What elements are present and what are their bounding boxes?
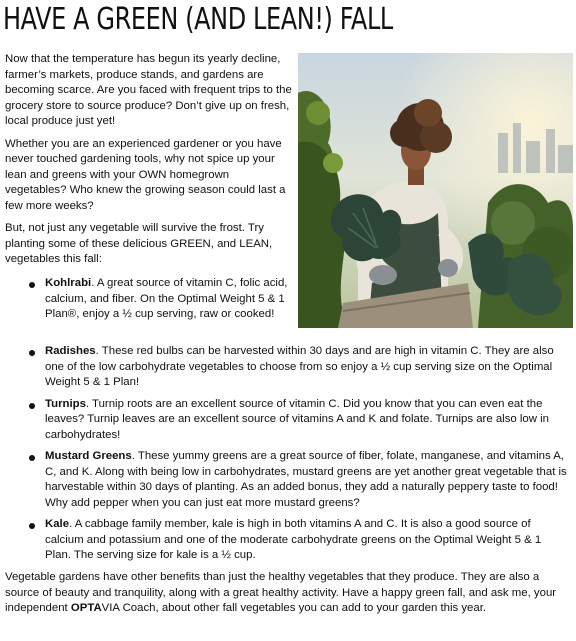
- bullet-icon: [29, 523, 35, 529]
- list-item: [45, 344, 568, 391]
- intro-column: [5, 52, 293, 275]
- vegetable-description: . These yummy greens are a great source of fiber, folate, manganese, and vitamins A, C, and K. Along with being low in carbohydrates, mustard greens are yet another great vegetable that is harvestable within 30 days of planting. As an added bonus, they add a naturally peppery taste to food! Why add pepper when you can just eat more mustard greens?: [45, 450, 567, 509]
- bullet-icon: [29, 282, 35, 288]
- vegetable-name: Kale: [45, 518, 70, 530]
- closing-text-end: Coach, about other fall vegetables you can add to your garden this year.: [119, 602, 487, 614]
- list-item: [45, 449, 568, 511]
- intro-paragraph-2: Whether you are an experienced gardener or you have never touched gardening tools, why not spice up your lean and greens with your OWN homegrown vegetables? Who knew the growing season could last a few more weeks?: [5, 137, 286, 212]
- list-item: [45, 276, 295, 323]
- vegetable-name: Turnips: [45, 397, 86, 410]
- vegetable-list-bottom: [45, 344, 568, 570]
- bullet-icon: [29, 403, 35, 409]
- bullet-icon: [29, 455, 35, 461]
- closing-paragraph: [5, 570, 571, 617]
- vegetable-description: . A great source of vitamin C, folic acid, calcium, and fiber. On the Optimal Weight 5 & 1 Plan®, enjoy a ½ cup serving, raw or cooked!: [45, 277, 288, 320]
- closing-text: Vegetable gardens have other benefits than just the healthy vegetables that they produce. They are also a source of beauty and tranquility, along with a great healthy activity. Have a happy green fall, and ask me, your independent: [5, 571, 557, 614]
- vegetable-list-top: [45, 276, 295, 323]
- vegetable-description: . A cabbage family member, kale is high in both vitamins A and C. It is also a good source of calcium and potassium and one of the moderate carbohydrate greens on the Optimal Weight 5 & 1 Plan. The serving size for kale is a ½ cup.: [45, 518, 542, 561]
- vegetable-name: Mustard Greens: [45, 450, 132, 462]
- vegetable-description: . These red bulbs can be harvested within 30 days and are high in vitamin C. They are also one of the low carbohydrate vegetables to choose from so enjoy a ½ cup serving size on the Optimal Weight 5 & 1 Plan!: [45, 345, 554, 388]
- vegetable-description: . Turnip roots are an excellent source of vitamin C. Did you know that you can even eat the leaves? Turnip leaves are an excellent source of vitamins A and K and folate. Turnips are also low in carbohydrates!: [45, 397, 550, 441]
- intro-paragraph-3: But, not just any vegetable will survive the frost. Try planting some of these delicious GREEN, and LEAN, vegetables this fall:: [5, 222, 273, 265]
- article-title: HAVE A GREEN (AND LEAN!) FALL: [3, 2, 393, 37]
- list-item: [45, 517, 568, 564]
- list-item: [45, 397, 568, 444]
- bullet-icon: [29, 350, 35, 356]
- gardener-photo: [298, 53, 573, 328]
- vegetable-name: Kohlrabi: [45, 277, 92, 289]
- vegetable-name: Radishes: [45, 345, 96, 357]
- intro-paragraph-1: Now that the temperature has begun its yearly decline, farmer’s markets, produce stands, and gardens are becoming scarce. Are you faced with frequent trips to the grocery store to source produce? Don’t give up on fresh, local produce just yet!: [5, 53, 292, 127]
- brand-name: OPTAVIA: [70, 602, 120, 614]
